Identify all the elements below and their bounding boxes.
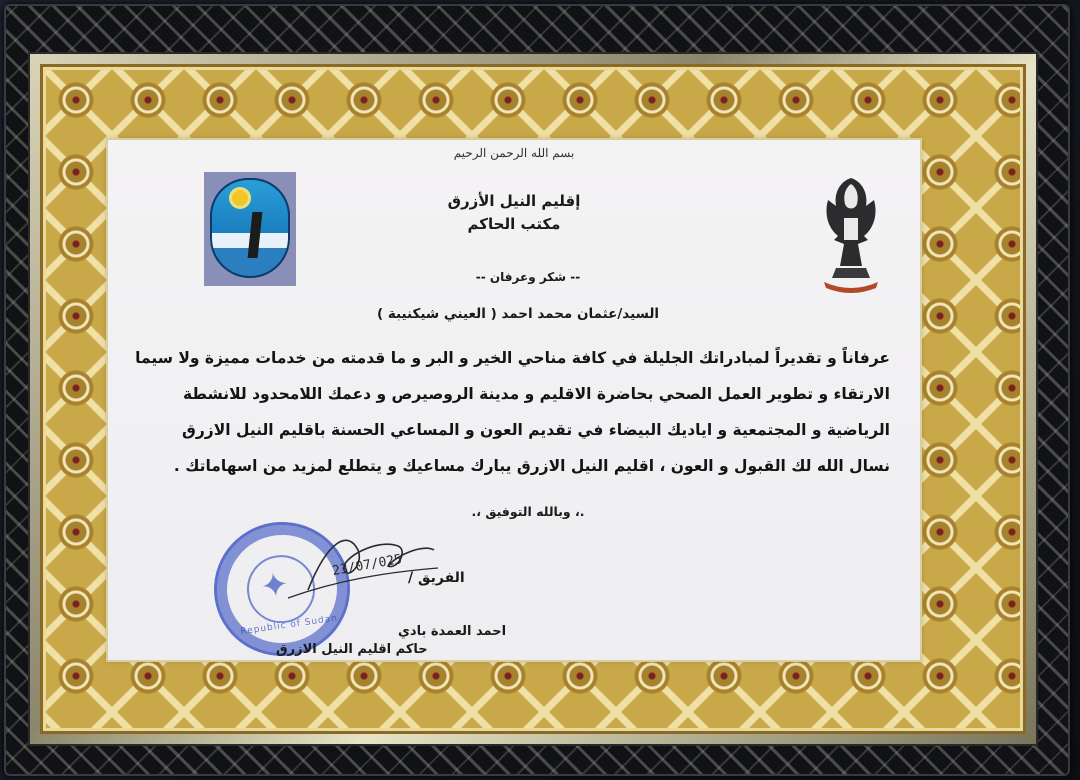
- certificate-header: [348, 190, 680, 236]
- stamp-star-icon: ✦: [257, 564, 292, 608]
- thanks-title: -- شكر وعرفان --: [475, 270, 581, 284]
- certificate-paper: [108, 140, 920, 660]
- logo-sun-icon: [232, 190, 248, 206]
- body-line: الرياضية و المجتمعية و اياديك البيضاء في تقديم العون و المساعي الحسنة باقليم النيل الازرق: [182, 421, 890, 439]
- signer-name: احمد العمدة بادي: [398, 624, 507, 639]
- body-line: نسال الله لك القبول و العون ، اقليم النيل الازرق يبارك مساعيك و يتطلع لمزيد من اسهاماتك .: [173, 457, 890, 475]
- certificate-body: [128, 340, 890, 484]
- body-line: عرفاناً و تقديراً لمبادراتك الجليلة في كافة مناحي الخير و البر و ما قدمته من خدمات مميزة ولا سيما: [135, 349, 890, 367]
- sudan-emblem-icon: [814, 170, 888, 294]
- stamp-text: Republic of Sudan: [239, 613, 339, 638]
- signer-title: حاكم اقليم النيل الازرق: [276, 642, 428, 657]
- blue-nile-region-logo: [204, 172, 296, 286]
- recipient-name: السيد/عثمان محمد احمد ( العيني شيكنيبة ): [376, 306, 660, 322]
- closing-phrase: .، وبالله التوفيق ،.: [471, 504, 585, 519]
- body-line: الارتقاء و تطوير العمل الصحي بحاضرة الاقليم و مدينة الروصيرص و دعمك اللامحدود للانشطة: [183, 385, 890, 403]
- signature-date: 23/07/025: [331, 551, 404, 580]
- header-office: مكتب الحاكم: [467, 215, 561, 233]
- header-region: إقليم النيل الأزرق: [447, 192, 581, 210]
- signer-rank: الفريق /: [408, 570, 465, 586]
- basmala: بسم الله الرحمن الرحيم: [453, 146, 575, 160]
